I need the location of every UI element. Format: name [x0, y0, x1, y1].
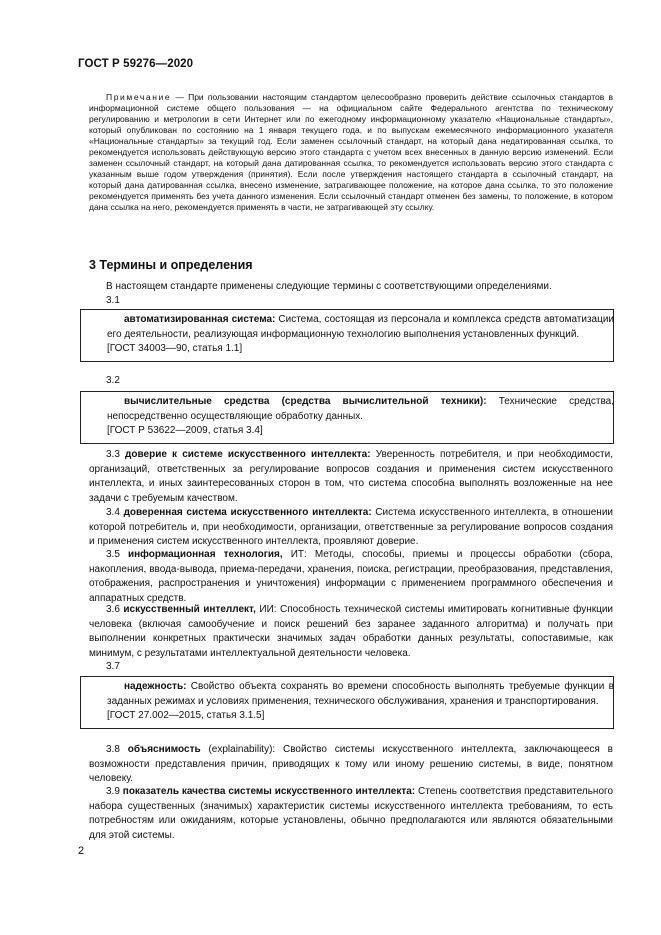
note-label: Примечание — [106, 92, 172, 102]
term-3-9 — [89, 785, 613, 843]
term-def-3-7: Свойство объекта сохранять во времени способность выполнять требуемые функции в заданных режимах и условиях применения, технического обслуживания, хранения и транспортирования. — [107, 681, 614, 707]
term-name-3-1: автоматизированная система: — [124, 314, 276, 325]
term-def-3-4: Система искусственного интеллекта, в отношении которой потребитель и, при необходимости, организации, ответственные за регулирование вопросов создания и применения систем искусственного интеллекта, проявляют доверие. — [89, 507, 614, 547]
term-name-3-4: доверенная система искусственного интеллекта: — [123, 507, 372, 518]
term-definition-3-7 — [81, 680, 614, 709]
term-3-3 — [89, 448, 613, 506]
term-3-5 — [89, 548, 613, 606]
term-number-3-9: 3.9 — [106, 786, 123, 797]
term-name-3-5: информационная технология, — [127, 549, 283, 560]
term-def-3-1: Система, состоящая из персонала и комплекса средств автоматизации его деятельности, реализующая информационную технологию выполнения установленных функций. — [107, 314, 614, 340]
term-def-3-9: Степень соответствия представительного набора существенных (значимых) характеристик системы искусственного интеллекта требованиям, то есть потребностям или ожиданиям, которые установлены, обычно предполагаются или являются обязательными для этой системы. — [89, 786, 614, 841]
term-def-3-6: ИИ: Способность технической системы имитировать когнитивные функции человека (включая самообучение и поиск решений без заранее заданного алгоритма) и получать при выполнении конкретных практически значимых задач обработки данных результаты, сопоставимые, как минимум, с результатами интеллектуальной деятельности человека. — [89, 604, 613, 659]
term-def-3-5: ИТ: Методы, способы, приемы и процессы обработки (сбора, накопления, ввода-вывода, приема-передачи, хранения, поиска, регистрации, преобразования, представления, отображения, распространения и уничтожения) информации с применением программного обеспечения и аппаратных средств. — [89, 549, 613, 604]
term-number-3-7: 3.7 — [106, 661, 120, 672]
term-number-3-1: 3.1 — [106, 295, 120, 306]
section-intro: В настоящем стандарте применены следующие термины с соответствующими определениями. — [106, 281, 552, 292]
term-box-3-7 — [80, 676, 614, 729]
term-name-3-3: доверие к системе искусственного интеллекта: — [125, 449, 371, 460]
term-source-3-1: [ГОСТ 34003—90, статья 1.1] — [107, 343, 243, 354]
term-number-3-6: 3.6 — [106, 604, 124, 615]
term-3-8 — [89, 743, 613, 787]
note-text: — При пользовании настоящим стандартом целесообразно проверить действие ссылочных стандартов в информационной системе общего пользования — на официальном сайте Федерального агентства по техническому регулированию и метрологии в сети Интернет или по ежегодному информационному указателю «Национальные стандарты», который опубликован по состоянию на 1 января текущего года, и по выпускам ежемесячного информационного указателя «Национальные стандарты» за текущий год. Если заменен ссылочный стандарт, на который дана недатированная ссылка, то рекомендуется использовать действующую версию этого стандарта с учетом всех внесенных в данную версию изменений. Если заменен ссылочный стандарт, на который дана датированная ссылка, то рекомендуется использовать версию этого стандарта с указанным выше годом утверждения (принятия). Если после утверждения настоящего стандарта в ссылочный стандарт, на который дана датированная ссылка, внесено изменение, затрагивающее положение, на которое дана ссылка, то это положение рекомендуется применять без учета данного изменения. Если ссылочный стандарт отменен без замены, то положение, в котором дана ссылка на него, рекомендуется применять в части, не затрагивающей эту ссылку. — [89, 92, 613, 213]
term-3-4 — [89, 506, 613, 550]
section-title: 3 Термины и определения — [89, 258, 253, 272]
term-name-3-9: показатель качества системы искусственного интеллекта: — [122, 786, 416, 797]
term-definition-3-1 — [81, 313, 614, 342]
term-number-3-4: 3.4 — [106, 507, 124, 518]
term-name-3-8: объяснимость — [127, 744, 201, 755]
term-definition-3-2 — [81, 395, 614, 424]
term-name-3-2: вычислительные средства (средства вычислительной техники): — [124, 396, 487, 407]
term-source-3-2: [ГОСТ Р 53622—2009, статья 3.4] — [107, 425, 263, 436]
term-name-3-6: искусственный интеллект, — [123, 604, 256, 615]
term-box-3-1 — [80, 309, 614, 362]
term-def-3-3: Уверенность потребителя, и при необходимости, организаций, ответственных за регулирование вопросов создания и применения систем искусственного интеллекта, и иных заинтересованных сторон в том, что система способна выполнять возложенные на нее задачи с требуемым качеством. — [89, 449, 613, 504]
term-name-3-7: надежность: — [124, 681, 187, 692]
term-number-3-3: 3.3 — [106, 449, 126, 460]
term-number-3-2: 3.2 — [106, 375, 120, 386]
term-3-6 — [89, 603, 613, 661]
term-source-3-7: [ГОСТ 27.002—2015, статья 3.1.5] — [107, 710, 265, 721]
document-header: ГОСТ Р 59276—2020 — [78, 58, 194, 70]
term-box-3-2 — [80, 391, 614, 444]
term-def-3-2: Технические средства, непосредственно осуществляющие обработку данных. — [107, 396, 614, 422]
note-paragraph — [89, 92, 613, 214]
term-number-3-5: 3.5 — [106, 549, 128, 560]
page-number: 2 — [78, 845, 85, 857]
term-number-3-8: 3.8 — [106, 744, 128, 755]
term-def-3-8: (explainability): Свойство системы искусственного интеллекта, заключающееся в возможности представления причин, приводящих к тому или иному решению системы, в виде, понятном человеку. — [89, 744, 613, 784]
